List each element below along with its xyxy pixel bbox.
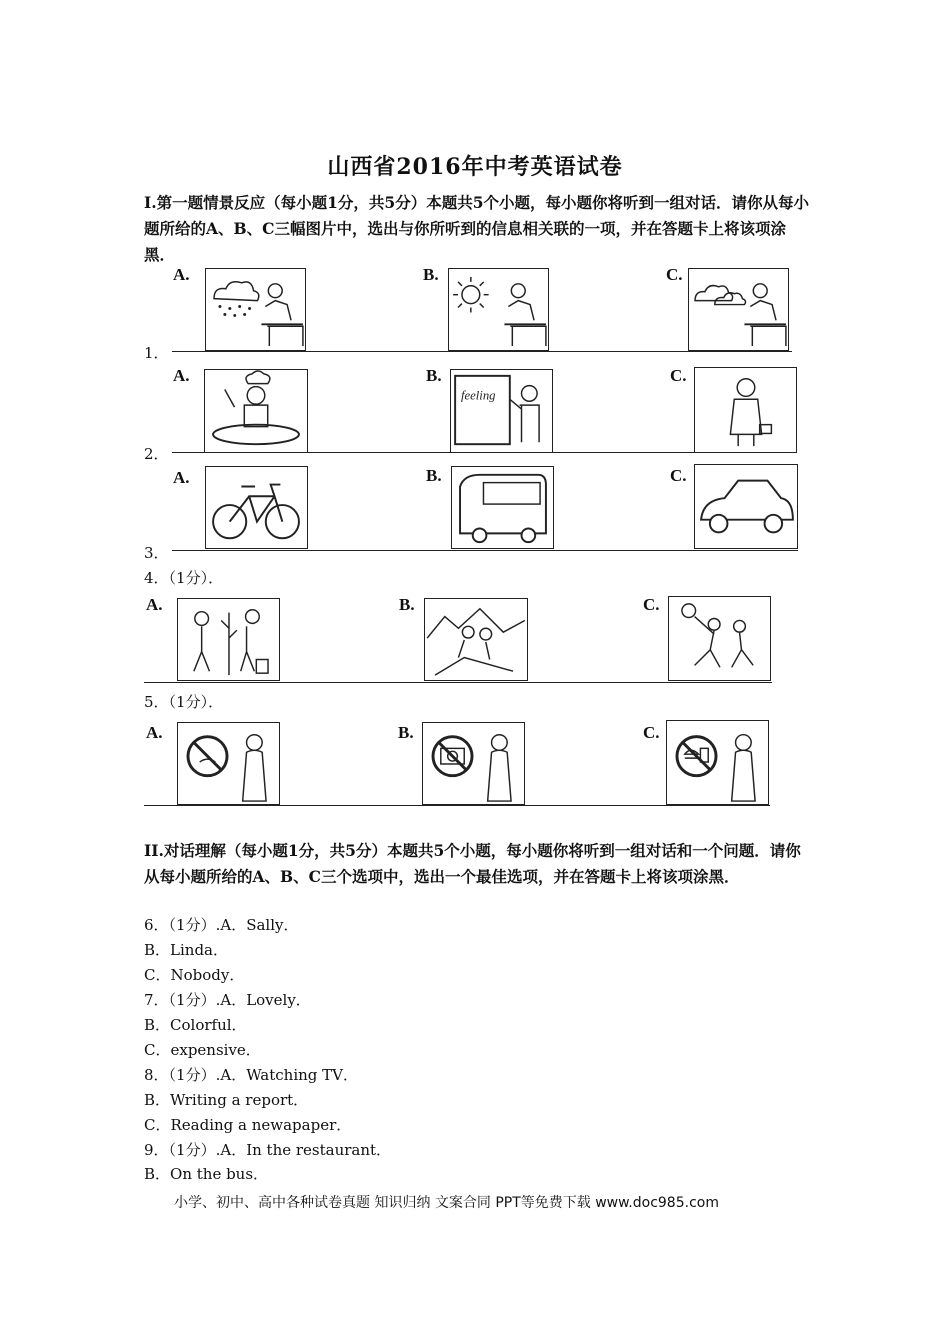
bus-icon — [452, 467, 553, 548]
option-label-a: A. — [173, 468, 190, 487]
doctor-picture[interactable] — [694, 367, 797, 453]
question-number: 1． — [144, 344, 169, 362]
question-number: 4．（1分）． — [144, 569, 224, 587]
option-label-c: C. — [666, 265, 683, 284]
rain-cloud-icon — [206, 269, 305, 350]
mountain-icon — [425, 599, 527, 680]
question-8-option-a: 8．（1分）.A．Watching TV． — [144, 1066, 358, 1084]
cook-picture[interactable] — [204, 369, 308, 453]
no-food-sign-picture[interactable] — [666, 720, 769, 805]
question-6-option-b: B．Linda． — [144, 941, 228, 959]
question-8-option-b: B．Writing a report． — [144, 1091, 309, 1109]
option-label-c: C. — [670, 366, 687, 385]
page-title: 山西省2016年中考英语试卷 — [327, 154, 623, 180]
option-label-b: B. — [426, 366, 442, 385]
option-label-c: C. — [670, 466, 687, 485]
divider — [172, 351, 792, 352]
no-photos-sign-picture[interactable] — [422, 722, 525, 805]
divider — [172, 550, 798, 551]
option-label-b: B. — [423, 265, 439, 284]
question-6-option-c: C．Nobody． — [144, 966, 245, 984]
question-9-option-b: B．On the bus． — [144, 1165, 269, 1183]
chef-icon — [205, 370, 307, 452]
option-label-b: B. — [426, 466, 442, 485]
option-label-c: C. — [643, 595, 660, 614]
car-icon — [695, 465, 797, 548]
divider — [144, 682, 772, 683]
playing-ball-picture[interactable] — [668, 596, 771, 681]
option-label-c: C. — [643, 723, 660, 742]
planting-icon — [178, 599, 279, 680]
question-8-option-c: C．Reading a newapaper． — [144, 1116, 352, 1134]
bicycle-icon — [206, 467, 307, 548]
question-7-option-b: B．Colorful． — [144, 1016, 247, 1034]
option-label-a: A. — [146, 723, 163, 742]
footer-text: 小学、初中、高中各种试卷真题 知识归纳 文案合同 PPT等免费下载 www.doc985.com — [174, 1195, 719, 1211]
sunny-studying-picture[interactable] — [448, 268, 549, 351]
question-9-option-a: 9．（1分）.A．In the restaurant． — [144, 1141, 392, 1159]
question-number: 5．（1分）． — [144, 693, 224, 711]
divider — [144, 805, 770, 806]
section1-instruction: I.第一题情景反应（每小题1分，共5分）本题共5个小题，每小题你将听到一组对话．请你从每小题所给的A、B、C三幅图片中，选出与你所听到的信息相关联的一项，并在答题卡上将该项涂黑． — [144, 193, 810, 264]
bus-picture[interactable] — [451, 466, 554, 549]
feeling-word: feeling — [460, 388, 496, 403]
climbing-mountain-picture[interactable] — [424, 598, 528, 681]
question-number: 2． — [144, 445, 169, 463]
cloudy-studying-picture[interactable] — [688, 268, 789, 351]
basketball-icon — [669, 597, 770, 680]
section2-instruction: II.对话理解（每小题1分，共5分）本题共5个小题，每小题你将听到一组对话和一个问题．请你从每小题所给的A、B、C三个选项中，选出一个最佳选项，并在答题卡上将该项涂黑． — [144, 841, 801, 886]
car-picture[interactable] — [694, 464, 798, 549]
question-number: 3． — [144, 544, 169, 562]
question-7-option-c: C．expensive． — [144, 1041, 261, 1059]
rainy-studying-picture[interactable] — [205, 268, 306, 351]
option-label-b: B. — [399, 595, 415, 614]
no-swimming-sign-picture[interactable] — [177, 722, 280, 805]
planting-trees-picture[interactable] — [177, 598, 280, 681]
option-label-a: A. — [173, 366, 190, 385]
teacher-icon — [451, 370, 552, 452]
question-7-option-a: 7．（1分）.A．Lovely． — [144, 991, 311, 1009]
sun-icon — [449, 269, 548, 350]
bicycle-picture[interactable] — [205, 466, 308, 549]
divider — [172, 452, 796, 453]
question-6-option-a: 6．（1分）.A．Sally． — [144, 916, 299, 934]
teacher-picture[interactable] — [450, 369, 553, 453]
option-label-a: A. — [146, 595, 163, 614]
no-camera-icon — [423, 723, 524, 804]
no-food-icon — [667, 721, 768, 804]
option-label-b: B. — [398, 723, 414, 742]
option-label-a: A. — [173, 265, 190, 284]
cloud-icon — [689, 269, 788, 350]
no-swimming-icon — [178, 723, 279, 804]
doctor-icon — [695, 368, 796, 452]
